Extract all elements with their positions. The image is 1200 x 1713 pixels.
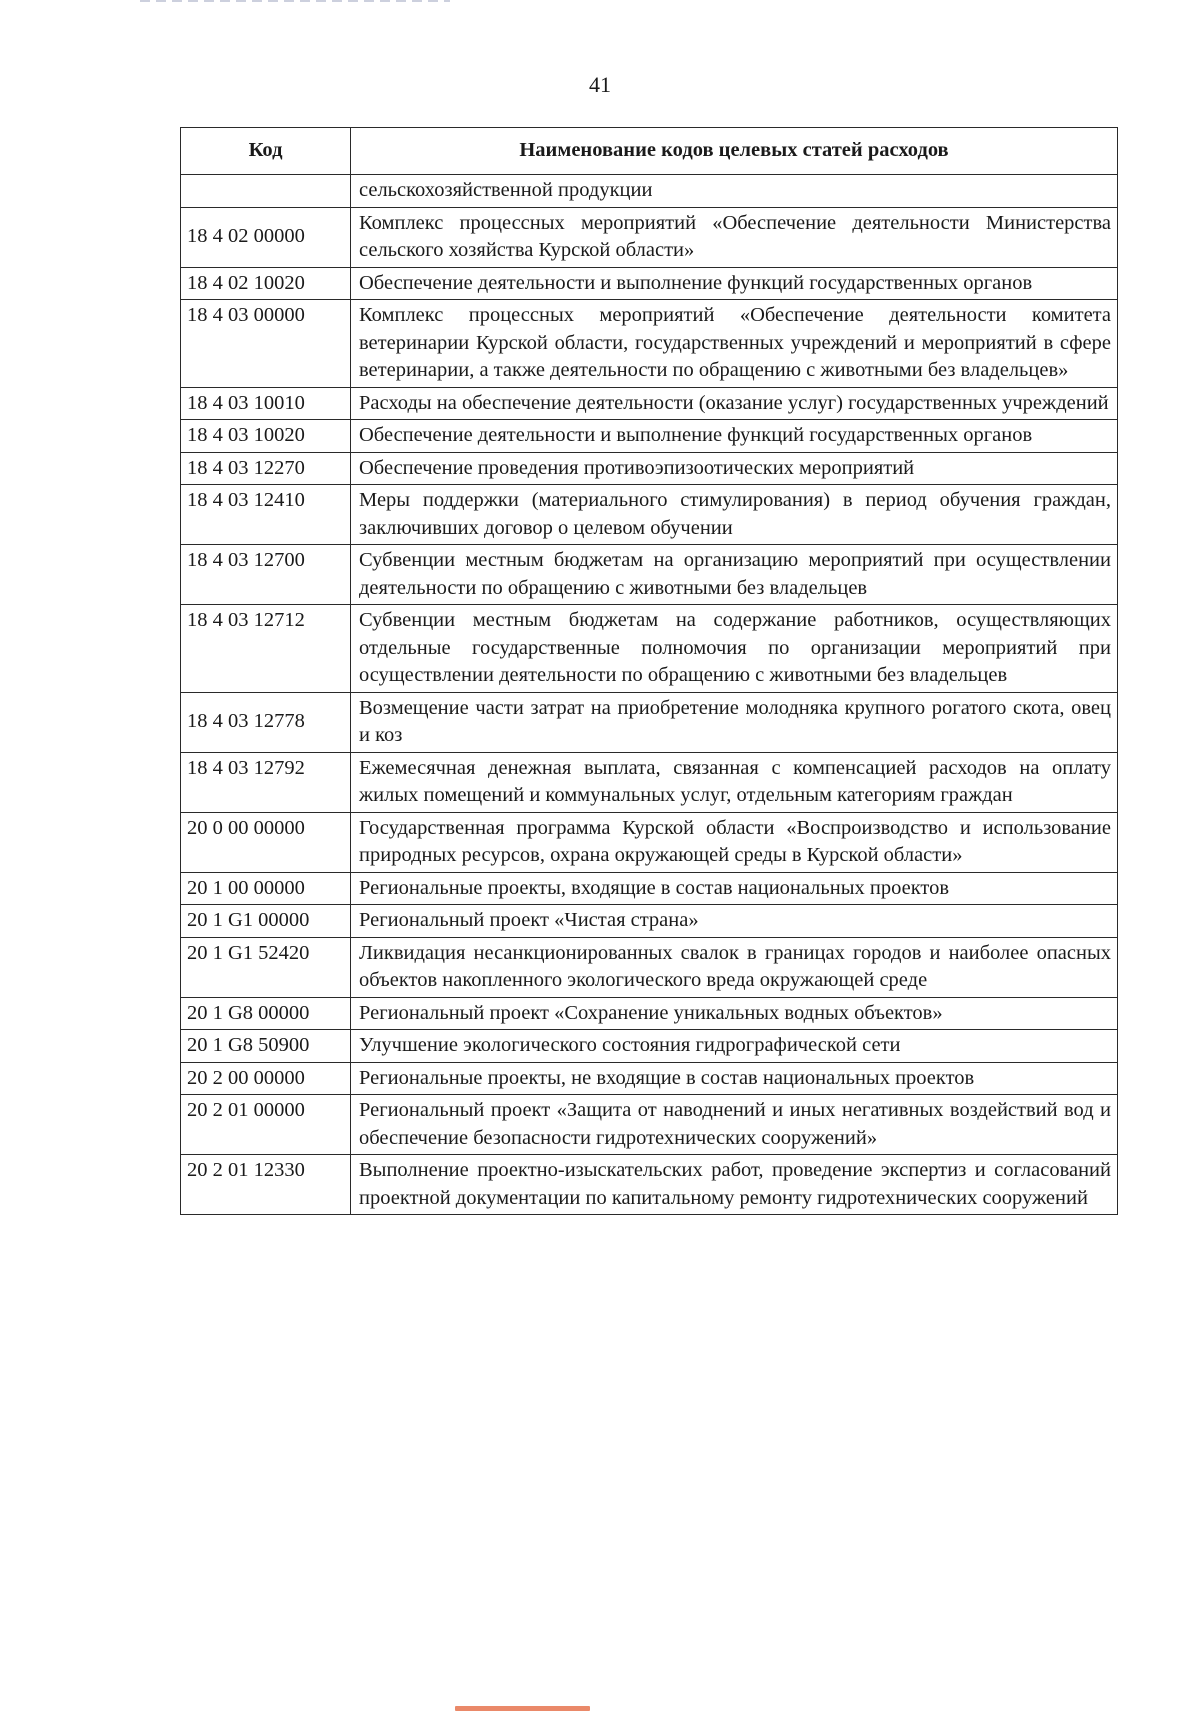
- row-name: Выполнение проектно-изыскательских работ, проведение экспертиз и согласований проектной документации по капитальному ремонту гидротехнических сооружений: [351, 1155, 1118, 1215]
- row-code: 18 4 03 12410: [181, 485, 351, 545]
- row-name: Региональный проект «Сохранение уникальных водных объектов»: [351, 997, 1118, 1030]
- scan-edge-mark: [455, 1706, 590, 1711]
- row-code: 20 2 01 00000: [181, 1095, 351, 1155]
- row-code: 20 1 G1 00000: [181, 905, 351, 938]
- row-name: Субвенции местным бюджетам на организацию мероприятий при осуществлении деятельности по обращению с животными без владельцев: [351, 545, 1118, 605]
- row-name: Государственная программа Курской области «Воспроизводство и использование природных ресурсов, охрана окружающей среды в Курской области»: [351, 812, 1118, 872]
- table-row: [181, 207, 1118, 267]
- row-name: Комплекс процессных мероприятий «Обеспечение деятельности комитета ветеринарии Курской области, государственных учреждений и мероприятий в сфере ветеринарии, а также деятельности по обращению с животными без владельцев»: [351, 300, 1118, 388]
- row-code: 20 0 00 00000: [181, 812, 351, 872]
- row-name: Субвенции местным бюджетам на содержание работников, осуществляющих отдельные государственные полномочия по организации мероприятий при осуществлении деятельности по обращению с животными без владельцев: [351, 605, 1118, 693]
- row-code: 18 4 03 10020: [181, 420, 351, 453]
- scan-edge-mark: [140, 0, 450, 2]
- row-code: 20 2 01 12330: [181, 1155, 351, 1215]
- row-name: Комплекс процессных мероприятий «Обеспечение деятельности Министерства сельского хозяйства Курской области»: [351, 207, 1118, 267]
- table-row: [181, 452, 1118, 485]
- row-code: 18 4 03 12778: [181, 692, 351, 752]
- row-code: 18 4 02 10020: [181, 267, 351, 300]
- table-row: [181, 1095, 1118, 1155]
- row-code: 20 1 G8 50900: [181, 1030, 351, 1063]
- row-name: Расходы на обеспечение деятельности (оказание услуг) государственных учреждений: [351, 387, 1118, 420]
- row-name: сельскохозяйственной продукции: [351, 175, 1118, 208]
- table-row: [181, 545, 1118, 605]
- table-row: [181, 485, 1118, 545]
- table-row: [181, 267, 1118, 300]
- row-code: 18 4 02 00000: [181, 207, 351, 267]
- row-name: Меры поддержки (материального стимулирования) в период обучения граждан, заключивших договор о целевом обучении: [351, 485, 1118, 545]
- row-code: 20 1 G8 00000: [181, 997, 351, 1030]
- row-code: 18 4 03 12792: [181, 752, 351, 812]
- table-row: [181, 387, 1118, 420]
- row-name: Региональный проект «Защита от наводнений и иных негативных воздействий вод и обеспечение безопасности гидротехнических сооружений»: [351, 1095, 1118, 1155]
- row-code: 20 1 G1 52420: [181, 937, 351, 997]
- table-row: [181, 420, 1118, 453]
- row-name: Обеспечение деятельности и выполнение функций государственных органов: [351, 267, 1118, 300]
- column-header-code: Код: [181, 128, 351, 175]
- row-code: 18 4 03 12270: [181, 452, 351, 485]
- row-name: Ежемесячная денежная выплата, связанная с компенсацией расходов на оплату жилых помещений и коммунальных услуг, отдельным категориям граждан: [351, 752, 1118, 812]
- table-row: [181, 872, 1118, 905]
- table-header-row: [181, 128, 1118, 175]
- row-name: Обеспечение деятельности и выполнение функций государственных органов: [351, 420, 1118, 453]
- table-row: [181, 1030, 1118, 1063]
- column-header-name: Наименование кодов целевых статей расходов: [351, 128, 1118, 175]
- row-name: Возмещение части затрат на приобретение молодняка крупного рогатого скота, овец и коз: [351, 692, 1118, 752]
- row-code: 20 2 00 00000: [181, 1062, 351, 1095]
- table-row: [181, 905, 1118, 938]
- table-row: [181, 605, 1118, 693]
- page-number: 41: [589, 72, 611, 97]
- row-name: Региональные проекты, не входящие в состав национальных проектов: [351, 1062, 1118, 1095]
- row-name: Ликвидация несанкционированных свалок в границах городов и наиболее опасных объектов накопленного экологического вреда окружающей среде: [351, 937, 1118, 997]
- row-name: Улучшение экологического состояния гидрографической сети: [351, 1030, 1118, 1063]
- table-row: [181, 1155, 1118, 1215]
- row-code: 18 4 03 12712: [181, 605, 351, 693]
- row-code: 18 4 03 00000: [181, 300, 351, 388]
- table-row: [181, 812, 1118, 872]
- row-code: 20 1 00 00000: [181, 872, 351, 905]
- table-row: [181, 1062, 1118, 1095]
- row-name: Региональные проекты, входящие в состав национальных проектов: [351, 872, 1118, 905]
- row-code: 18 4 03 12700: [181, 545, 351, 605]
- table-row: [181, 692, 1118, 752]
- table-row: [181, 752, 1118, 812]
- row-name: Региональный проект «Чистая страна»: [351, 905, 1118, 938]
- table-row: [181, 175, 1118, 208]
- row-code: 18 4 03 10010: [181, 387, 351, 420]
- table-row: [181, 937, 1118, 997]
- row-name: Обеспечение проведения противоэпизоотических мероприятий: [351, 452, 1118, 485]
- table-row: [181, 300, 1118, 388]
- target-expense-codes-table: [180, 127, 1118, 1215]
- row-code: [181, 175, 351, 208]
- table-row: [181, 997, 1118, 1030]
